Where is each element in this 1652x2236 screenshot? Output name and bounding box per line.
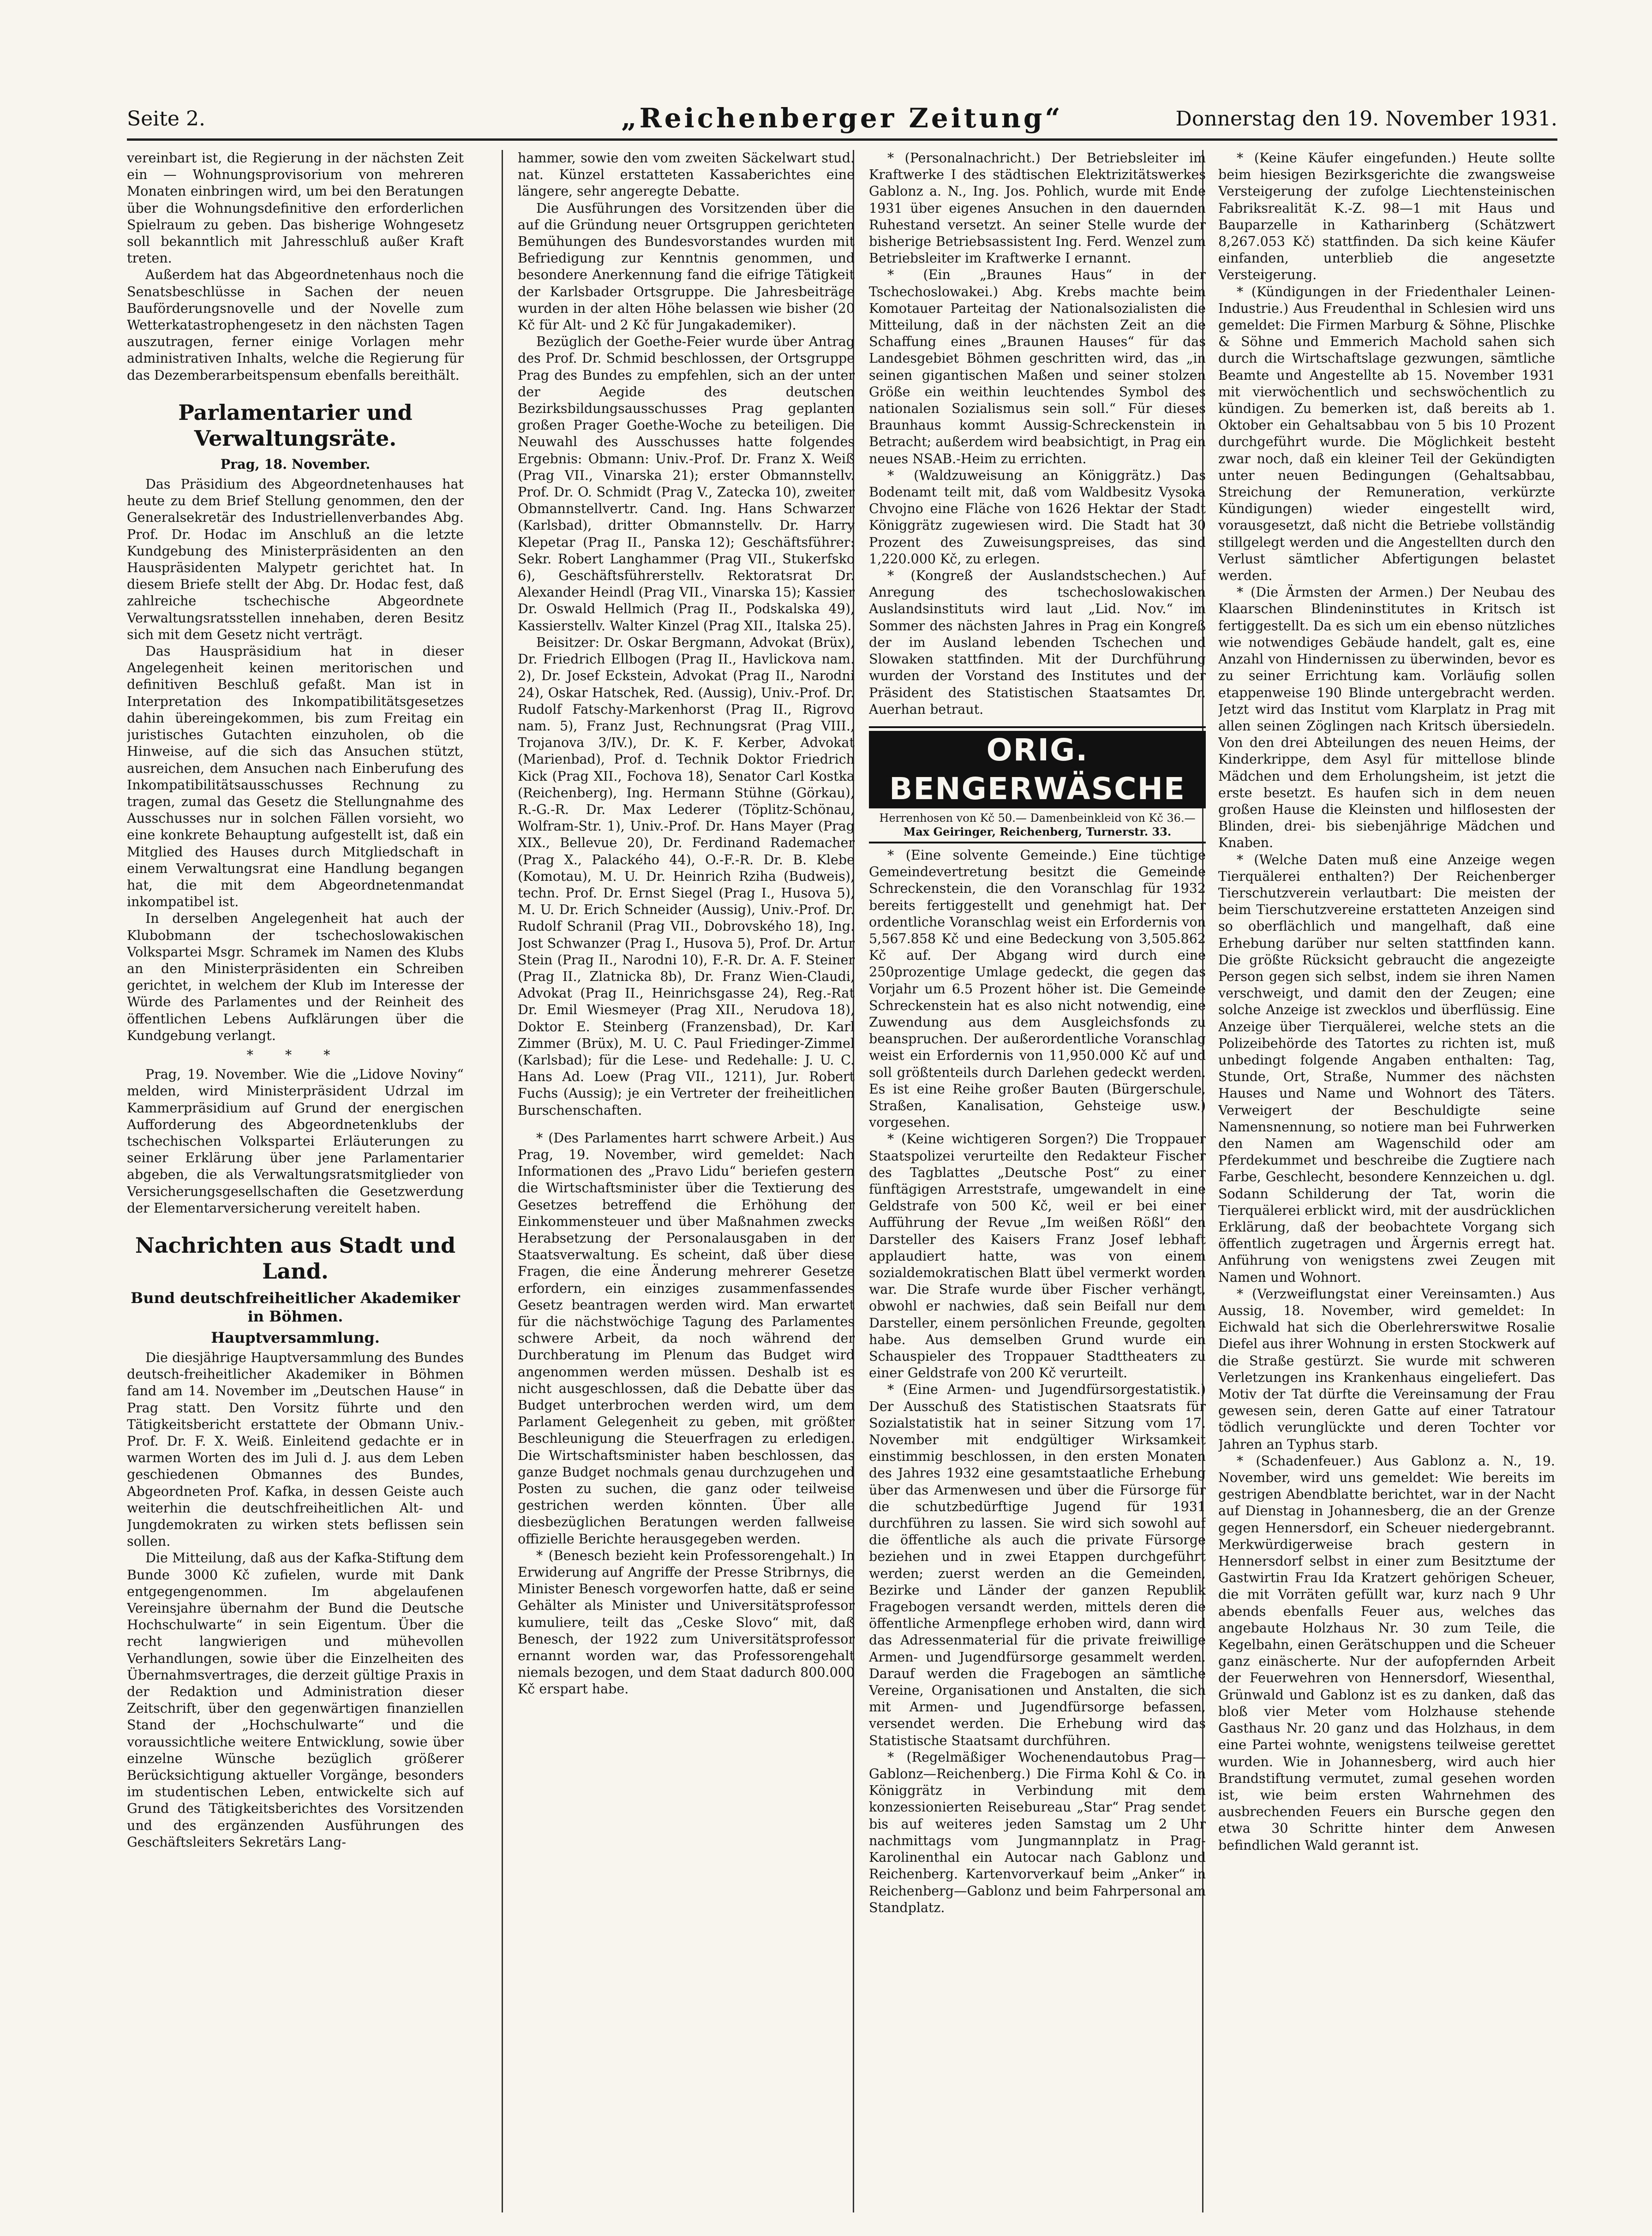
news-item: * (Eine Armen- und Jugendfürsorgestatistik.) Der Ausschuß des Statistischen Staatsrats für Sozialstatistik hat in seiner Sitzung vom 17. November mit endgültiger Wirksamkeit einstimmig beschlossen, in den ersten Monaten des Jahres 1932 eine gesamtstaatliche Erhebung über das Armenwesen und über die Fürsorge für die schutzbedürftige Jugend für 1931 durchführen zu lassen. Sie wird sich sowohl auf die öffentliche als auch die private Fürsorge beziehen und in zwei Etappen durchgeführt werden; zuerst werden an die Gemeinden, Bezirke und Länder der ganzen Republik Fragebogen versandt werden, mittels deren die öffentliche Armenpflege erhoben wird, dann wird das Adressenmaterial für die private freiwillige Armen- und Jugendfürsorge gesammelt werden. Darauf werden die Fragebogen an sämtliche Vereine, Organisationen und Anstalten, die sich mit Armen- und Jugendfürsorge befassen, versendet werden. Die Erhebung wird das Statistische Staatsamt durchführen.	[869, 1382, 1206, 1748]
news-item: * (Waldzuweisung an Königgrätz.) Das Bodenamt teilt mit, daß vom Waldbesitz Vysoka Chvojno eine Fläche von 1626 Hektar der Stadt Königgrätz zugewiesen wird. Die Stadt hat 30 Prozent des Zuweisungspreises, das sind 1,220.000 Kč, zu erlegen.	[869, 467, 1206, 567]
page-header	[127, 102, 1557, 135]
news-item: * (Regelmäßiger Wochenendautobus Prag—Gablonz—Reichenberg.) Die Firma Kohl & Co. in Königgrätz in Verbindung mit dem konzessionierten Reisebureau „Star“ Prag sendet bis auf weiteres jeden Samstag um 2 Uhr nachmittags vom Jungmannplatz in Prag-Karolinenthal ein Autocar nach Gablonz und Reichenberg. Kartenvorverkauf beim „Anker“ in Reichenberg—Gablonz und beim Fahrpersonal am Standplatz.	[869, 1749, 1206, 1915]
paragraph: Das Hauspräsidium hat in dieser Angelegenheit keinen meritorischen und definitiven Beschluß gefaßt. Man ist in Interpretation des Inkompatibilitätsgesetzes dahin übereingekommen, bis zum Freitag ein juristisches Gutachten einzuholen, ob die Hinweise, auf die sich das Ansuchen stützt, ausreichen, dem Ansuchen nach Einberufung des Inkompatibilitätsausschusses Rechnung zu tragen, zumal das Gesetz die Stellungnahme des Ausschusses nur in solchen Fällen vorsieht, wo eine konkrete Behauptung aufgestellt ist, daß ein Mitglied des Hauses durch Mitgliedschaft in einem Verwaltungsrat eine Handlung begangen hat, die mit dem Abgeordnetenmandat inkompatibel ist.	[127, 644, 464, 910]
news-item: * (Verzweiflungstat einer Vereinsamten.) Aus Aussig, 18. November, wird gemeldet: In Eichwald hat sich die Oberlehrerswitwe Rosalie Diefel aus ihrer Wohnung in ersten Stockwerk auf die Straße gestürzt. Sie wurde mit schweren Verletzungen ins Krankenhaus eingeliefert. Das Motiv der Tat dürfte die Vereinsamung der Frau gewesen sein, deren Gatte auf einer Tatratour tödlich verunglückte und deren Tochter vor Jahren an Typhus starb.	[1218, 1286, 1555, 1452]
issue-date: Donnerstag den 19. November 1931.	[1175, 107, 1557, 131]
dateline: Prag, 18. November.	[220, 456, 371, 472]
news-item: * (Die Ärmsten der Armen.) Der Neubau des Klaarschen Blindeninstitutes in Kritsch ist fertiggestellt. Da es sich um ein ebenso nützliches wie notwendiges Gebäude handelt, galt es, eine Anzahl von Hindernissen zu überwinden, bevor es zu seiner Errichtung kam. Vorläufig sollen etappenweise 190 Blinde untergebracht werden. Jetzt wird das Institut vom Klarplatz in Prag mit allen seinen Zöglingen nach Kritsch übersiedeln. Von den drei Abteilungen des neuen Heims, der Kinderkrippe, dem Asyl für mittellose blinde Mädchen und dem Erholungsheim, ist jetzt die erste besetzt. Es haufen sich in dem neuen großen Hause die Kleinsten und hilflosesten der Blinden, drei- bis siebenjährige Mädchen und Knaben.	[1218, 585, 1555, 851]
paragraph: Die diesjährige Hauptversammlung des Bundes deutsch-freiheitlicher Akademiker in Böhmen fand am 14. November im „Deutschen Hause“ in Prag statt. Den Vorsitz führte und den Tätigkeitsbericht erstattete der Obmann Univ.-Prof. Dr. F. X. Weiß. Einleitend gedachte er in warmen Worten des im Juli d. J. aus dem Leben geschiedenen Obmannes des Bundes, Abgeordneten Prof. Kafka, in dessen Geiste auch weiterhin die deutschfreiheitlichen Alt- und Jungdemokraten zu wirken stets beflissen sein sollen.	[127, 1350, 464, 1549]
article-subheadline: Hauptversammlung.	[211, 1328, 380, 1346]
column-divider	[502, 150, 503, 2212]
ad-prices: Herrenhosen von Kč 50.— Damenbeinkleid von Kč 36.—	[879, 811, 1196, 825]
column-4	[1218, 150, 1555, 2217]
newspaper-title: „Reichenberger Zeitung“	[621, 102, 1063, 134]
ad-address: Max Geiringer, Reichenberg, Turnerstr. 33.	[903, 825, 1172, 838]
header-rule	[127, 138, 1557, 141]
paragraph: Beisitzer: Dr. Oskar Bergmann, Advokat (Brüx), Dr. Friedrich Ellbogen (Prag II., Havlickova nam. 2), Dr. Josef Eckstein, Advokat (Prag II., Narodni 24), Oskar Hatschek, Red. (Aussig), Univ.-Prof. Dr. Rudolf Fatschy-Markenhorst (Prag II., Rigrovo nam. 5), Franz Just, Rechnungsrat (Prag VIII., Trojanova 3/IV.), Dr. K. F. Kerber, Advokat (Marienbad), Prof. d. Technik Doktor Friedrich Kick (Prag XII., Fochova 18), Senator Carl Kostka (Reichenberg), Ing. Hermann Stühne (Görkau), R.-G.-R. Dr. Max Lederer (Töplitz-Schönau, Wolfram-Str. 1), Univ.-Prof. Dr. Hans Mayer (Prag XIX., Bellevue 20), Dr. Ferdinand Rademacher (Prag X., Palackého 44), O.-F.-R. Dr. B. Klebe (Komotau), M. U. Dr. Heinrich Rziha (Budweis), techn. Prof. Dr. Ernst Siegel (Prag I., Husova 5), M. U. Dr. Erich Schneider (Aussig), Univ.-Prof. Dr. Rudolf Schranil (Prag VII., Dobrovského 18), Ing. Jost Schwanzer (Prag I., Husova 5), Prof. Dr. Artur Stein (Prag II., Narodni 10), F.-R. Dr. A. F. Steiner (Prag II., Zlatnicka 8b), Dr. Franz Wien-Claudi, Advokat (Prag II., Heinrichsgasse 24), Reg.-Rat Dr. Emil Wiesmeyer (Prag XII., Nerudova 18), Doktor E. Steinberg (Franzensbad), Dr. Karl Zimmer (Brüx), M. U. C. Paul Friedinger-Zimmel (Karlsbad); für die Lese- und Redehalle: J. U. C. Hans Ad. Loew (Prag VII., 1211), Jur. Robert Fuchs (Aussig); je ein Vertreter der freiheitlichen Burschenschaften.	[518, 634, 855, 1118]
column-2	[518, 150, 855, 2217]
news-item: * (Des Parlamentes harrt schwere Arbeit.) Aus Prag, 19. November, wird gemeldet: Nach Informationen des „Pravo Lidu“ beriefen gestern die Wirtschaftsminister über die Textierung des Gesetzes betreffend die Erhöhung der Einkommensteuer und über Maßnahmen zwecks Herabsetzung der Personalausgaben in der Staatsverwaltung. Es scheint, daß über diese Fragen, die eine Änderung mehrerer Gesetze erfordern, ein einziges zusammenfassendes Gesetz beantragen werden wird. Man erwartet für die nächstwöchige Tagung des Parlamentes schwere Arbeit, da noch während der Durchberatung im Plenum das Budget wird angenommen werden müssen. Deshalb ist es nicht ausgeschlossen, daß die Debatte über das Budget unterbrochen werden wird, um dem Parlament Gelegenheit zu geben, mit größter Beschleunigung die Steuerfragen zu erledigen. Die Wirtschaftsminister haben beschlossen, das ganze Budget nochmals genau durchzugehen und Posten zu suchen, die ganz oder teilweise gestrichen werden könnten. Über alle diesbezüglichen Beratungen werden fallweise offizielle Berichte herausgegeben werden.	[518, 1130, 855, 1547]
news-item: * (Keine Käufer eingefunden.) Heute sollte beim hiesigen Bezirksgerichte die zwangsweise Versteigerung der zufolge Liechtensteinischen Fabriksrealität K.-Z. 98—1 mit Haus und Bauparzelle in Katharinberg (Schätzwert 8,267.053 Kč) stattfinden. Da sich keine Käufer einfanden, unterblieb die angesetzte Versteigerung.	[1218, 150, 1555, 283]
news-item: * (Eine solvente Gemeinde.) Eine tüchtige Gemeindevertretung besitzt die Gemeinde Schreckenstein, die den Voranschlag für 1932 bereits fertiggestellt und genehmigt hat. Der ordentliche Voranschlag weist ein Erfordernis von 5,567.858 Kč und eine Bedeckung von 3,505.862 Kč auf. Der Abgang wird durch eine 250prozentige Umlage gedeckt, die gegen das Vorjahr um 6.5 Prozent höher ist. Die Gemeinde Schreckenstein hat es also nicht notwendig, eine Zuwendung aus dem Ausgleichsfonds zu beanspruchen. Der außerordentliche Voranschlag weist ein Erfordernis von 11,950.000 Kč auf und soll größtenteils durch Darlehen gedeckt werden. Es ist eine Reihe großer Bauten (Bürgerschule, Straßen, Kanalisation, Gehsteige usw.) vorgesehen.	[869, 847, 1206, 1130]
paragraph: Prag, 19. November. Wie die „Lidove Noviny“ melden, wird Ministerpräsident Udrzal im Kammerpräsidium auf Grund der energischen Aufforderung des Abgeordnetenklubs der tschechischen Volkspartei Erläuterungen zu seiner Erklärung über jene Parlamentarier abgeben, die als Verwaltungsratsmitglieder von Versicherungsgesellschaften die Gesetzwerdung der Elementarversicherung vereitelt haben.	[127, 1067, 464, 1216]
news-item: * (Kündigungen in der Friedenthaler Leinen-Industrie.) Aus Freudenthal in Schlesien wird uns gemeldet: Die Firmen Marburg & Söhne, Plischke & Söhne und Emmerich Machold sahen sich durch die Wirtschaftslage gezwungen, sämtliche Beamte und Angestellte ab 15. November 1931 mit vierwöchentlich und sechswöchentlich zu kündigen. Zu bemerken ist, daß bereits ab 1. Oktober ein Gehaltsabbau von 5 bis 10 Prozent durchgeführt wurde. Die Möglichkeit besteht zwar noch, daß ein kleiner Teil der Gekündigten unter neuen Bedingungen (Gehaltsabbau, Streichung der Remuneration, verkürzte Kündigungen) wieder eingestellt wird, vorausgesetzt, daß nicht die Betriebe vollständig stillgelegt werden und die Angestellten durch den Verlust sämtlicher Abfertigungen belastet werden.	[1218, 284, 1555, 584]
article-headline: Parlamentarier und Verwaltungsräte.	[178, 400, 413, 451]
paragraph: Die Mitteilung, daß aus der Kafka-Stiftung dem Bunde 3000 Kč zufielen, wurde mit Dank entgegengenommen. Im abgelaufenen Vereinsjahre übernahm der Bund die Deutsche Hochschulwarte“ in sein Eigentum. Über die recht langwierigen und mühevollen Verhandlungen, sowie über die Einzelheiten des Übernahmsvertrages, die derzeit gültige Praxis in der Redaktion und Administration dieser Zeitschrift, über den gegenwärtigen finanziellen Stand der „Hochschulwarte“ und die voraussichtliche weitere Entwicklung, sowie über einzelne Wünsche bezüglich größerer Berücksichtigung aktueller Vorgänge, besonders im studentischen Leben, entwickelte sich auf Grund des Tätigkeitsberichtes des Vorsitzenden und des ergänzenden Ausführungen des Geschäftsleiters Sekretärs Lang-	[127, 1550, 464, 1850]
ad-title: ORIG. BENGERWÄSCHE	[869, 731, 1206, 808]
section-headline: Nachrichten aus Stadt und Land.	[135, 1232, 456, 1284]
paragraph: vereinbart ist, die Regierung in der nächsten Zeit ein — Wohnungsprovisorium von mehreren Monaten einbringen wird, um bei den Beratungen über die Wohnungsdefinitive den erforderlichen Spielraum zu geben. Das bisherige Wohngesetz soll bekanntlich mit Jahresschluß außer Kraft treten.	[127, 150, 464, 266]
paragraph: Die Ausführungen des Vorsitzenden über die auf die Gründung neuer Ortsgruppen gerichteten Bemühungen des Bundesvorstandes wurden mit Befriedigung zur Kenntnis genommen, und besondere Anerkennung fand die eifrige Tätigkeit der Karlsbader Ortsgruppe. Die Jahresbeiträge wurden in der alten Höhe belassen wie bisher (20 Kč für Alt- und 2 Kč für Jungakademiker).	[518, 200, 855, 333]
page-number: Seite 2.	[127, 107, 205, 131]
section-separator: * * *	[246, 1047, 344, 1063]
news-item: * (Kongreß der Auslandstschechen.) Auf Anregung des tschechoslowakischen Auslandsinstituts wird laut „Lid. Nov.“ im Sommer des nächsten Jahres in Prag ein Kongreß der im Ausland lebenden Tschechen und Slowaken stattfinden. Mit der Durchführung wurden der Vorstand des Institutes und der Präsident des Statistischen Staatsamtes Dr. Auerhan betraut.	[869, 568, 1206, 717]
paragraph: Außerdem hat das Abgeordnetenhaus noch die Senatsbeschlüsse in Sachen der neuen Bauförderungsnovelle und der Novelle zum Wetterkatastrophengesetz in den nächsten Tagen auszutragen, ferner einige Vorlagen mehr administrativen Inhalts, welche die Regierung für das Dezemberarbeitspensum ebenfalls bereithält.	[127, 267, 464, 383]
article-subheadline: Bund deutschfreiheitlicher Akademiker in Böhmen.	[131, 1289, 460, 1325]
news-item: * (Ein „Braunes Haus“ in der Tschechoslowakei.) Abg. Krebs machte beim Komotauer Parteitag der Nationalsozialisten die Mitteilung, daß in der nächsten Zeit an die Schaffung eines „Braunen Hauses“ für das Landesgebiet Böhmen geschritten wird, das „in seinen gigantischen Maßen und seiner stolzen Größe ein weithin leuchtendes Symbol des nationalen Sozialismus sein soll.“ Für dieses Braunhaus kommt Aussig-Schreckenstein in Betracht; außerdem wird beabsichtigt, in Prag ein neues NSAB.-Heim zu errichten.	[869, 267, 1206, 466]
column-1	[127, 150, 464, 2217]
paragraph: Das Präsidium des Abgeordnetenhauses hat heute zu dem Brief Stellung genommen, den der Generalsekretär des Industriellenverbandes Abg. Prof. Dr. Hodac im Anschluß an die letzte Kundgebung des Ministerpräsidenten an den Hauspräsidenten Malypetr gerichtet hat. In diesem Briefe stellt der Abg. Dr. Hodac fest, daß zahlreiche tschechische Abgeordnete Verwaltungsratsstellen innehaben, deren Besitz sich mit dem Gesetz nicht verträgt.	[127, 477, 464, 642]
advertisement	[869, 726, 1206, 843]
column-3	[869, 150, 1206, 2217]
paragraph: hammer, sowie den vom zweiten Säckelwart stud. nat. Künzel erstatteten Kassaberichtes eine längere, sehr angeregte Debatte.	[518, 150, 855, 199]
news-item: * (Keine wichtigeren Sorgen?) Die Troppauer Staatspolizei verurteilte den Redakteur Fischer des Tagblattes „Deutsche Post“ zu einer fünftägigen Arreststrafe, umgewandelt in eine Geldstrafe von 500 Kč, weil er bei einer Aufführung der Revue „Im weißen Rößl“ den Darsteller des Kaisers Franz Josef lebhaft applaudiert hatte, was von einem sozialdemokratischen Blatt übel vermerkt worden war. Die Strafe wurde über Fischer verhängt, obwohl er nachwies, daß sein Beifall nur dem Darsteller, einem persönlichen Freunde, gegolten habe. Aus demselben Grund wurde ein Schauspieler des Troppauer Stadttheaters zu einer Geldstrafe von 200 Kč verurteilt.	[869, 1131, 1206, 1381]
paragraph: In derselben Angelegenheit hat auch der Klubobmann der tschechoslowakischen Volkspartei Msgr. Schramek im Namen des Klubs an den Ministerpräsidenten ein Schreiben gerichtet, in welchem der Klub im Interesse der Würde des Parlamentes und der Reinheit des öffentlichen Lebens Aufklärungen über die Kundgebung verlangt.	[127, 911, 464, 1043]
news-item: * (Schadenfeuer.) Aus Gablonz a. N., 19. November, wird uns gemeldet: Wie bereits im gestrigen Abendblatte berichtet, war in der Nacht auf Dienstag in Johannesberg, die an der Grenze gegen Hennersdorf, ein Scheuer niedergebrannt. Merkwürdigerweise brach gestern in Hennersdorf selbst in einer zum Besitztume der Gastwirtin Frau Ida Kratzert gehörigen Scheuer, die mit Vorräten gefüllt war, kurz nach 9 Uhr abends ebenfalls Feuer aus, welches das angebaute Holzhaus Nr. 30 zum Teile, die Kegelbahn, einen Gerätschuppen und die Scheuer ganz einäscherte. Nur der aufopfernden Arbeit der Feuerwehren von Hennersdorf, Wiesenthal, Grünwald und Gablonz ist es zu danken, daß das bloß vier Meter vom Holzhause stehende Gasthaus Nr. 20 ganz und das Holzhaus, in dem eine Partei wohnte, wenigstens teilweise gerettet wurden. Wie in Johannesberg, wird auch hier Brandstiftung vermutet, zumal gesehen worden ist, wie beim ersten Wahrnehmen des ausbrechenden Feuers ein Bursche gegen den etwa 30 Schritte hinter dem Anwesen befindlichen Wald gerannt ist.	[1218, 1453, 1555, 1853]
news-item: * (Welche Daten muß eine Anzeige wegen Tierquälerei enthalten?) Der Reichenberger Tierschutzverein verlautbart: Die meisten der beim Tierschutzvereine erstatteten Anzeigen sind so oberflächlich und mangelhaft, daß eine Erhebung darüber nur selten stattfinden kann. Die größte Rücksicht gebraucht die angezeigte Person gegen sich selbst, indem sie ihren Namen verschweigt, und damit den der Zeugen; eine solche Anzeige ist zwecklos und überflüssig. Eine Anzeige über Tierquälerei, welche stets an die Polizeibehörde des Tatortes zu richten ist, muß unbedingt folgende Angaben enthalten: Tag, Stunde, Ort, Straße, Nummer des nächsten Hauses und Name und Wohnort des Täters. Verweigert der Beschuldigte seine Namensnennung, so notiere man bei Fuhrwerken den Namen am Wagenschild oder am Pferdekummet und beschreibe die Zugtiere nach Farbe, Geschlecht, besondere Kennzeichen u. dgl. Sodann Schilderung der Tat, worin die Tierquälerei erblickt wird, mit der ausdrücklichen Erklärung, daß der beobachtete Vorgang sich öffentlich zugetragen und Ärgernis erregt hat. Anführung von wenigstens zwei Zeugen mit Namen und Wohnort.	[1218, 852, 1555, 1285]
paragraph: Bezüglich der Goethe-Feier wurde über Antrag des Prof. Dr. Schmid beschlossen, der Ortsgruppe Prag des Bundes zu empfehlen, sich an der unter der Aegide des deutschen Bezirksbildungsausschusses Prag geplanten großen Prager Goethe-Woche zu beteiligen. Die Neuwahl des Ausschusses hatte folgendes Ergebnis: Obmann: Univ.-Prof. Dr. Franz X. Weiß (Prag VII., Vinarska 21); erster Obmannstellv. Prof. Dr. O. Schmidt (Prag V., Zatecka 10), zweiter Obmannstellvertr. Cand. Ing. Hans Schwarzer (Karlsbad), dritter Obmannstellv. Dr. Harry Klepetar (Prag II., Panska 12); Geschäftsführer: Sekr. Robert Langhammer (Prag VII., Stukerfsko 6), Geschäftsführerstellv. Rektoratsrat Dr. Alexander Heindl (Prag VII., Vinarska 15); Kassier Dr. Oswald Hellmich (Prag II., Podskalska 49), Kassierstellv. Walter Kinzel (Prag XII., Italska 25).	[518, 334, 855, 634]
news-item: * (Benesch bezieht kein Professorengehalt.) In Erwiderung auf Angriffe der Presse Stribrnys, die Minister Benesch vorgeworfen hatte, daß er seine Gehälter als Minister und Universitätsprofessor kumuliere, teilt das „Ceske Slovo“ mit, daß Benesch, der 1922 zum Universitätsprofessor ernannt worden war, das Professorengehalt niemals bezogen, und dem Staat dadurch 800.000 Kč erspart habe.	[518, 1548, 855, 1697]
news-item: * (Personalnachricht.) Der Betriebsleiter im Kraftwerke I des städtischen Elektrizitätswerkes Gablonz a. N., Ing. Jos. Pohlich, wurde mit Ende 1931 über eigenes Ansuchen in den dauernden Ruhestand versetzt. An seiner Stelle wurde der bisherige Betriebsassistent Ing. Ferd. Wenzel zum Betriebsleiter im Kraftwerke I ernannt.	[869, 150, 1206, 266]
